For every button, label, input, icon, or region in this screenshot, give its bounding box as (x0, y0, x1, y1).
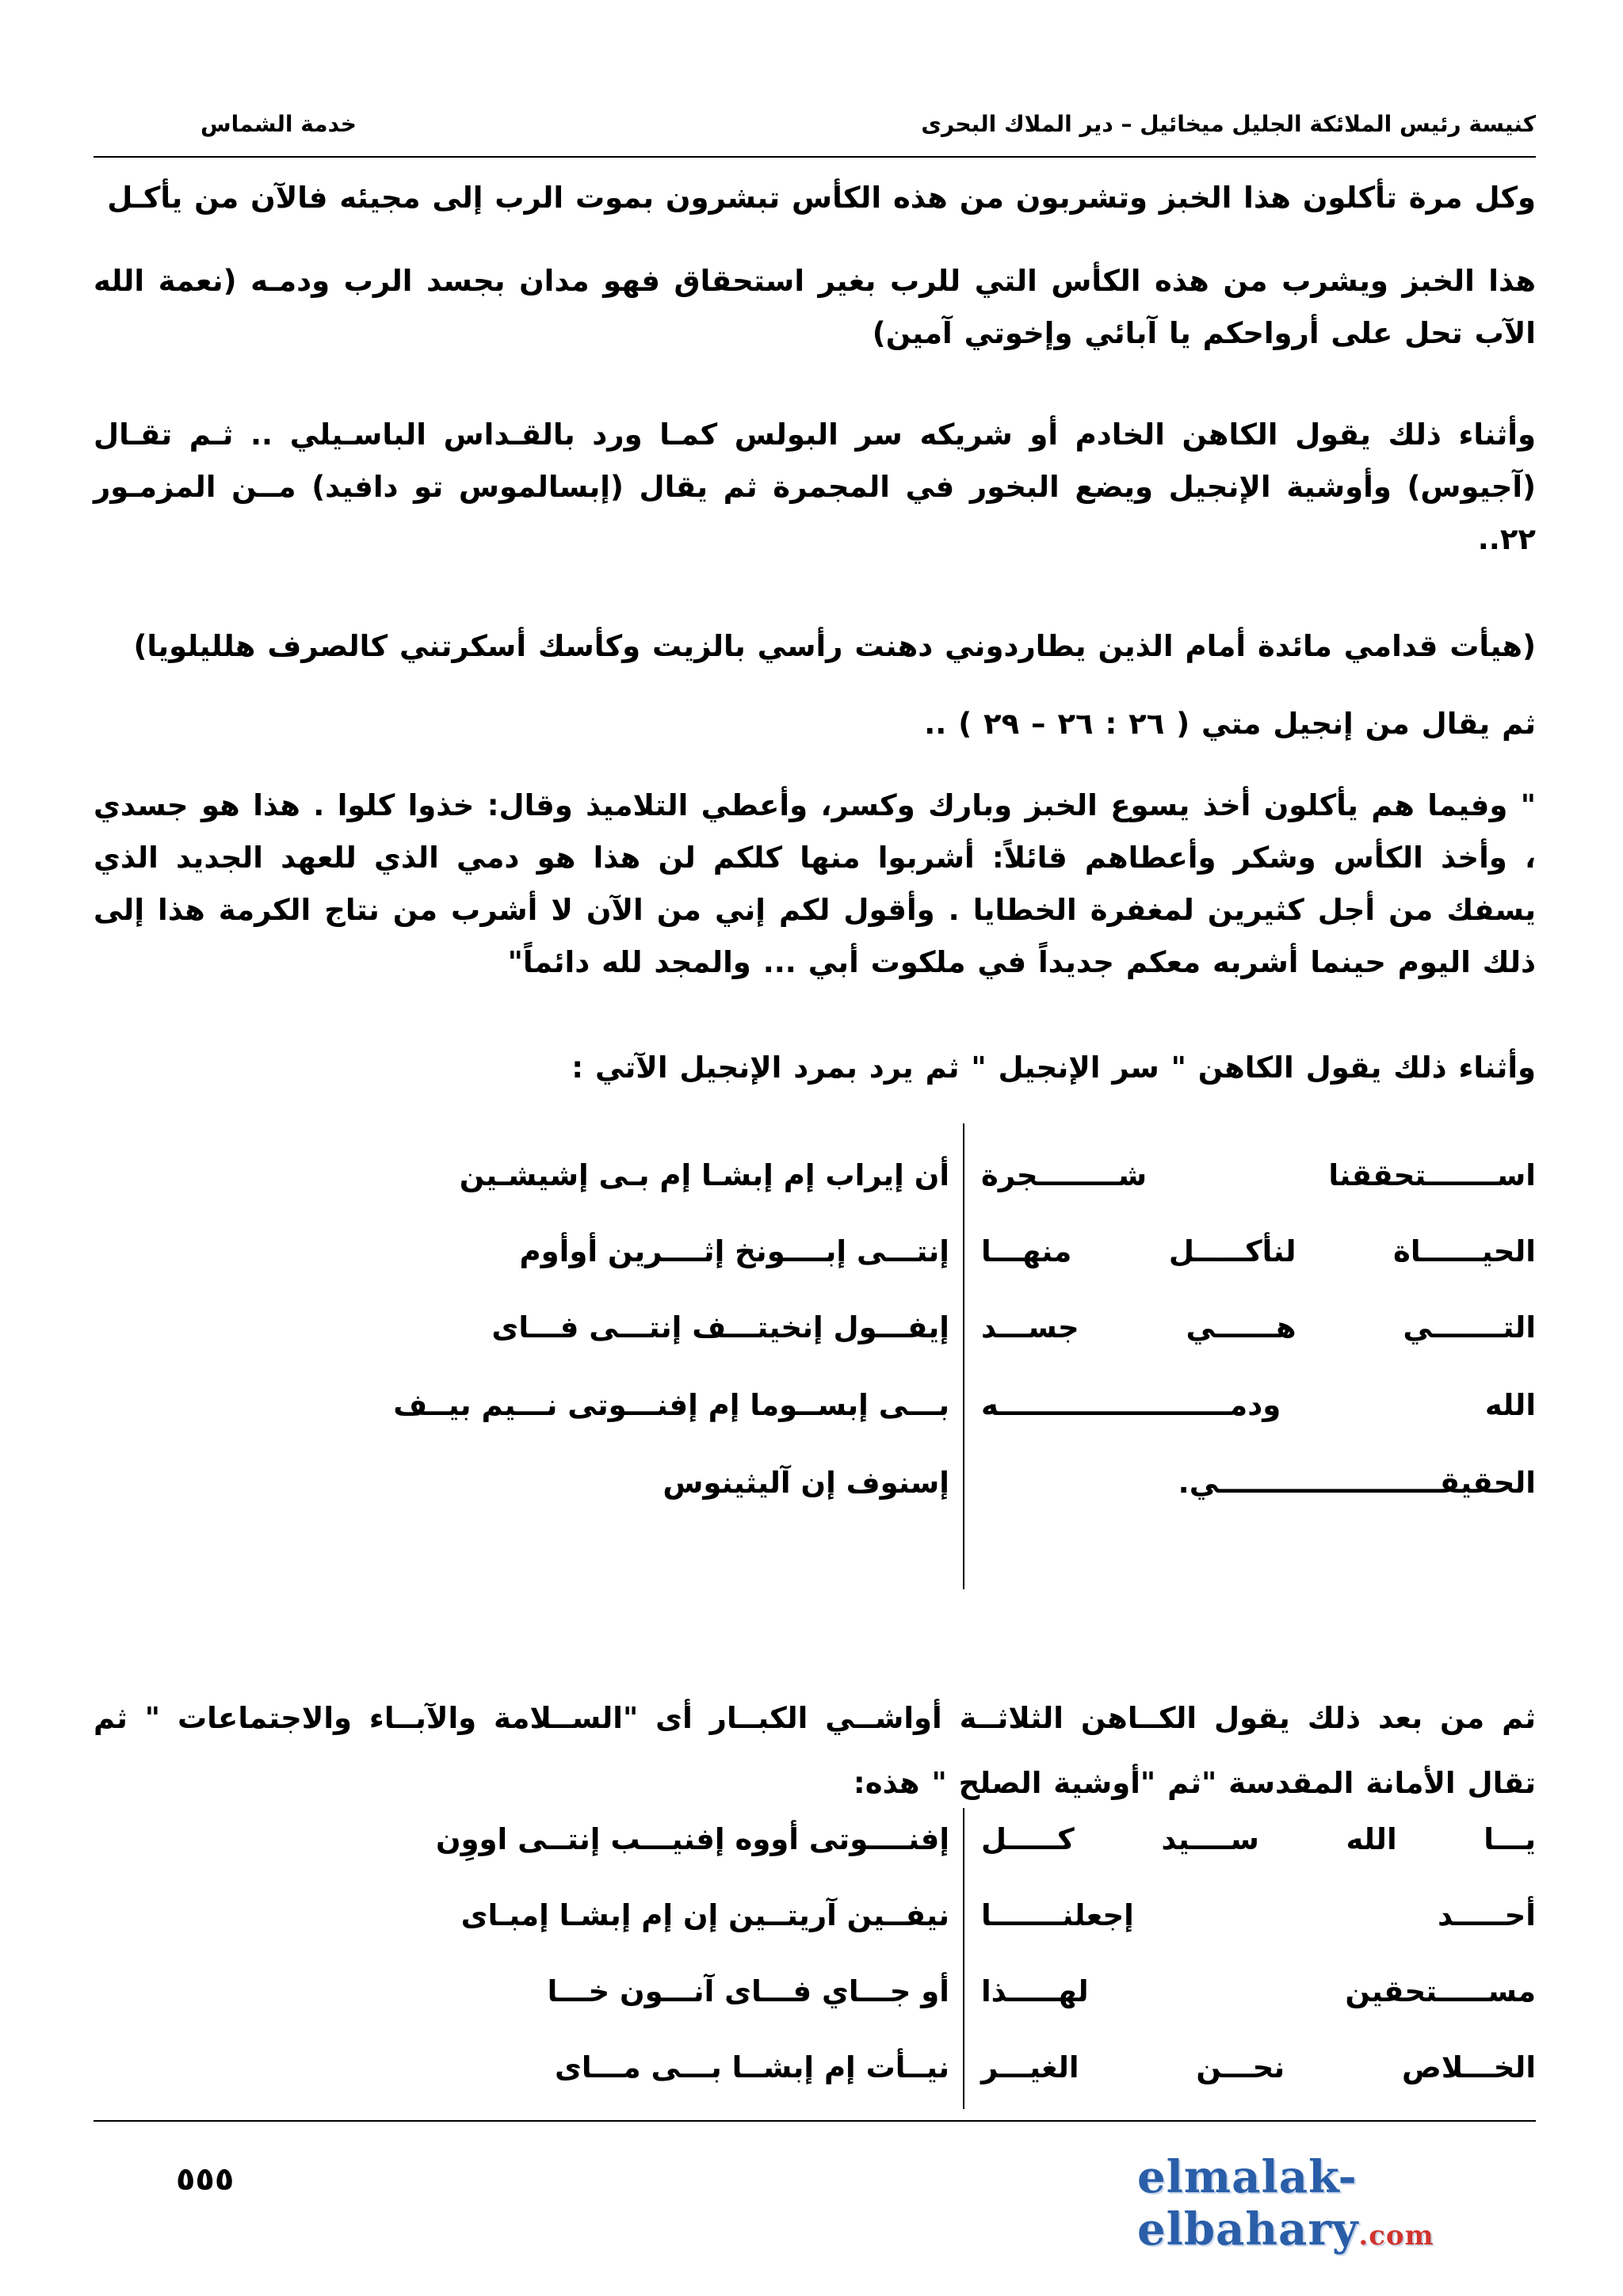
site-logo (1137, 2151, 1623, 2256)
hymn-coptic-text: أو جـــاي فـــاى آنـــون خـــا (547, 1974, 949, 2008)
hymn-row (349, 1822, 1536, 1894)
hymn-row (349, 1898, 1536, 1970)
hymn-arabic-text: مســـــتحقين لهـــــذا (981, 1974, 1536, 2008)
paragraph-2: هذا الخبز ويشرب من هذه الكأس التي للرب بغير استحقاق فهو مدان بجسد الرب ودمـه (نعمة الله الآب تحل على أرواحكم يا آبائي وإخوتي آمين) (94, 264, 1536, 350)
hymn-arabic-text: الخـــلاص نحـــن الغيـــر (981, 2050, 1536, 2084)
hymn-coptic-text: بـــى إبســوما إم إفنـــوتى نـــيم بيــف (393, 1388, 949, 1422)
logo-text: elmalak-elbahary (1137, 2151, 1359, 2256)
hymn-arabic-text: اســـــــتحققنا شــــــــجرة (981, 1158, 1536, 1192)
page-number: ٥٥٥ (176, 2161, 235, 2198)
header-section-title: خدمة الشماس (200, 111, 357, 137)
hymn-arabic-text: التـــــــي هــــــي جســـد (981, 1310, 1536, 1344)
logo-tld: .com (1358, 2220, 1434, 2252)
paragraph-7: وأثناء ذلك يقول الكاهن " سر الإنجيل " ثم يرد بمرد الإنجيل الآتي : (571, 1051, 1536, 1085)
hymn-arabic-text: أحـــــد إجعلنـــــــا (981, 1898, 1536, 1932)
hymn-coptic-text: إفنــــوتى أووه إفنيـــب إنتــى اووِن (435, 1822, 949, 1856)
hymn-row (349, 1974, 1536, 2046)
hymn-coptic-text: نيفــين آريتــين إن إم إبشـا إمبـاى (460, 1898, 949, 1932)
hymn-arabic-text: يـــا الله ســــيد كـــــل (981, 1822, 1536, 1856)
hymn-row (349, 1158, 1536, 1230)
hymn-arabic-text: الحيــــــاة لنأكـــــل منهـــا (981, 1234, 1536, 1268)
hymn-row (349, 1388, 1536, 1459)
hymn-coptic-text: إيفـــول إنخيتـــف إنتـــى فـــاى (491, 1310, 949, 1344)
footer-rule (94, 2120, 1536, 2122)
hymn-row (349, 1310, 1536, 1382)
header-church-title: كنيسة رئيس الملائكة الجليل ميخائيل – دير الملاك البحرى (921, 111, 1536, 137)
hymn-row (349, 2050, 1536, 2122)
paragraph-6: " وفيما هم يأكلون أخذ يسوع الخبز وبارك وكسر، وأعطي التلاميذ وقال: خذوا كلوا . هذا هو جسدي ، وأخذ الكأس وشكر وأعطاهم قائلاً: أشربوا منها كلكم لن هذا هو دمي الذي للعهد الجديد الذي يسفك من أجل كثيرين لمغفرة الخطايا . وأقول لكم إني من الآن لا أشرب من نتاج الكرمة هذا إلى ذلك اليوم حينما أشربه معكم جديداً في ملكوت أبي ... والمجد لله دائماً" (94, 788, 1536, 979)
hymn-row (349, 1234, 1536, 1306)
hymn-coptic-text: أن إيراب إم إبشـا إم بـى إشيشـين (459, 1158, 949, 1192)
hymn-coptic-text: إسنوف إن آليثينوس (663, 1466, 949, 1500)
paragraph-5: ثم يقال من إنجيل متي ( ٢٦ : ٢٦ – ٢٩ ) .. (924, 707, 1536, 741)
paragraph-1: وكل مرة تأكلون هذا الخبز وتشربون من هذه الكأس تبشرون بموت الرب إلى مجيئه فالآن من يأكـل (107, 181, 1536, 215)
hymn-table-2 (349, 1808, 1536, 2109)
hymn-table-1 (349, 1123, 1536, 1589)
paragraph-4: (هيأت قدامي مائدة أمام الذين يطاردوني دهنت رأسي بالزيت وكأسك أسكرتني كالصرف هلليلويا) (133, 629, 1536, 663)
hymn-coptic-text: إنتـــى إبــــونخ إثــــرين أوأوم (519, 1234, 949, 1268)
header-rule (94, 156, 1536, 158)
hymn-row (349, 1466, 1536, 1537)
page-header (94, 98, 1536, 154)
paragraph-3: وأثناء ذلك يقول الكاهن الخادم أو شريكه سر البولس كمـا ورد بالقـداس الباسـيلي .. ثـم تقـال (آجيوس) وأوشية الإنجيل ويضع البخور في المجمرة ثم يقال (إبسالموس تو دافيد) مــن المزمـور ٢٢.. (94, 418, 1536, 556)
hymn-arabic-text: الله ودمـــــــــــــــــــــــه (981, 1388, 1536, 1422)
paragraph-8: ثم من بعد ذلك يقول الكــاهن الثلاثــة أواشــي الكبــار أى "الســلامة والآبــاء والاجتماعات " ثم تقال الأمانة المقدسة "ثم "أوشية الصلح " هذه: (94, 1701, 1536, 1800)
hymn-arabic-text: الحقيقــــــــــــــــــــــي. (1178, 1466, 1536, 1500)
hymn-coptic-text: نيــأت إم إبشــا بـــى مـــاى (554, 2050, 949, 2084)
